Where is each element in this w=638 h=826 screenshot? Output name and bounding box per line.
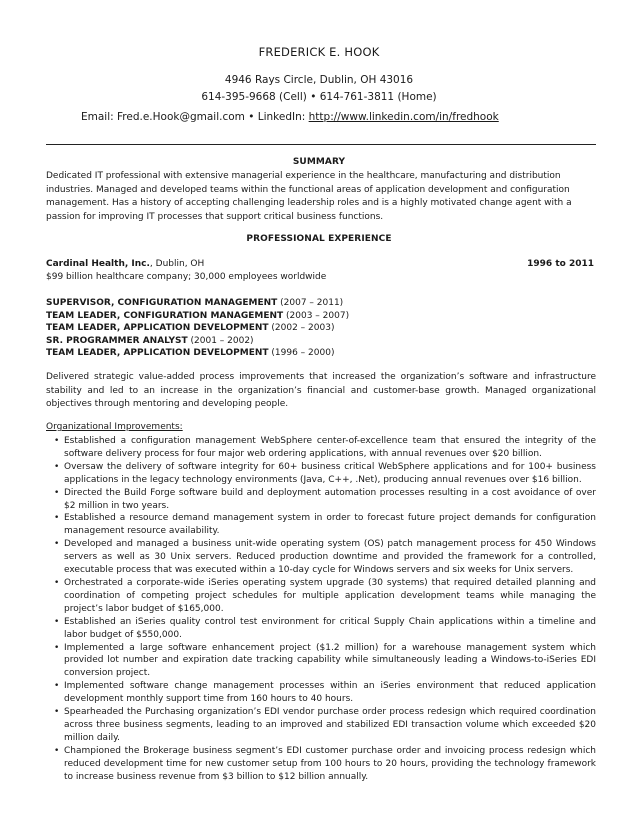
role-title: SUPERVISOR, CONFIGURATION MANAGEMENT [46,298,278,308]
header-divider [46,144,596,145]
list-item [54,745,596,784]
roles-list [46,297,349,360]
list-item [54,512,596,538]
role-item [46,347,349,360]
list-item-text: Spearheaded the Purchasing organization’s EDI vendor purchase order process redesign which required coordination across three business segments, leading to an improved and stabilized EDI transaction volume which exceeded $20 million daily. [64,707,596,743]
role-title: SR. PROGRAMMER ANALYST [46,335,188,346]
list-item-text: Implemented software change management processes within an iSeries environment that reduced application development monthly support time from 160 hours to 40 hours. [64,681,596,705]
experience-heading: PROFESSIONAL EXPERIENCE [246,234,392,244]
role-item [46,322,349,335]
bullet-icon: • [54,436,60,446]
bullet-icon: • [54,642,60,653]
role-item [46,310,349,323]
list-item [54,616,596,642]
role-item [46,335,349,348]
improvements-list [54,435,596,783]
list-item [54,680,596,706]
improvements-heading: Organizational Improvements: [46,422,183,432]
list-item-text: Orchestrated a corporate-wide iSeries operating system upgrade (30 systems) that required detailed planning and coordination of competing project schedules for multiple application development teams while managing the project’s labor budget of $165,000. [64,577,596,614]
candidate-name: FREDERICK E. HOOK [258,45,380,59]
list-item [54,538,596,577]
role-title: TEAM LEADER, APPLICATION DEVELOPMENT [46,348,269,358]
list-item-text: Established a resource demand management system in order to forecast future project demands for configuration management resource availability. [64,513,596,537]
bullet-icon: • [54,707,60,718]
role-years: (2001 – 2002) [187,335,254,346]
role-title: TEAM LEADER, APPLICATION DEVELOPMENT [46,323,269,333]
street-address: 4946 Rays Circle, Dublin, OH 43016 [224,74,414,86]
role-years: (2007 – 2011) [277,298,344,308]
contact-line [81,111,499,123]
list-item-text: Established an iSeries quality control test environment for critical Supply Chain applications within a timeline and labor budget of $550,000. [64,616,596,640]
bullet-icon: • [54,513,60,524]
role-years: (2002 – 2003) [268,323,335,333]
role-item [46,297,349,310]
company-name: Cardinal Health, Inc. [46,259,150,269]
summary-text: Dedicated IT professional with extensive managerial experience in the healthcare, manufacturing and distribution industries. Managed and developed teams within the functional areas of application development and configuration management. Has a history of accepting challenging leadership roles and is a highly motivated change agent with a passion for improving IT processes that support critical business functions. [46,171,572,222]
company-location: , Dublin, OH [149,259,205,269]
list-item [54,461,596,487]
employer [46,259,204,269]
list-item-text: Oversaw the delivery of software integrity for 60+ business critical WebSphere applications and for 100+ business applications in the legacy technology environments (Java, C++, .Net), producing annual revenues over $16 billion. [64,461,596,485]
company-tagline: $99 billion healthcare company; 30,000 employees worldwide [46,272,327,282]
summary-heading: SUMMARY [292,157,346,167]
phone-numbers: 614-395-9668 (Cell) • 614-761-3811 (Home) [201,91,437,103]
list-item-text: Developed and managed a business unit-wide operating system (OS) patch management process for 450 Windows servers as well as 30 Unix servers. Reduced production downtime and provided the framework for a controlled, executable process that was executed within a 10-day cycle for Windows servers and six weeks for Unix servers. [64,539,596,576]
bullet-icon: • [54,616,60,627]
list-item-text: Championed the Brokerage business segment’s EDI customer purchase order and invoicing process redesign which reduced development time for new customer setup from 100 hours to 20 hours, providing the technology framework to increase business revenue from $3 billion to $12 billion annually. [64,745,596,782]
list-item-text: Directed the Build Forge software build and deployment automation processes resulting in a cost avoidance of over $2 million in two years. [64,487,596,511]
list-item [54,577,596,616]
bullet-icon: • [54,487,60,498]
list-item-text: Established a configuration management WebSphere center-of-excellence team that ensured the integrity of the software delivery process for four major web ordering applications, with annual revenues over $20 billion. [64,436,596,459]
role-years: (2003 – 2007) [283,310,350,321]
list-item [54,642,596,681]
bullet-icon: • [54,577,60,588]
linkedin-link[interactable]: http://www.linkedin.com/in/fredhook [308,111,499,123]
list-item-text: Implemented a large software enhancement project ($1.2 million) for a warehouse management system which provided lot number and expiration date tracking capability while simultaneously leading a Windows-to-iSeries EDI conversion project. [64,642,596,679]
bullet-icon: • [54,681,60,692]
email-text: Email: Fred.e.Hook@gmail.com • LinkedIn: [81,111,309,123]
bullet-icon: • [54,745,60,756]
list-item [54,435,596,461]
list-item [54,487,596,513]
bullet-icon: • [54,461,60,472]
list-item [54,706,596,745]
role-years: (1996 – 2000) [268,348,335,358]
role-title: TEAM LEADER, CONFIGURATION MANAGEMENT [46,310,284,321]
employment-dates: 1996 to 2011 [527,259,594,269]
bullet-icon: • [54,539,60,550]
role-description: Delivered strategic value-added process improvements that increased the organization’s software and infrastructure stability and led to an increase in the organization’s financial and customer-base growth. Managed organizational objectives through mentoring and developing people. [46,372,596,409]
